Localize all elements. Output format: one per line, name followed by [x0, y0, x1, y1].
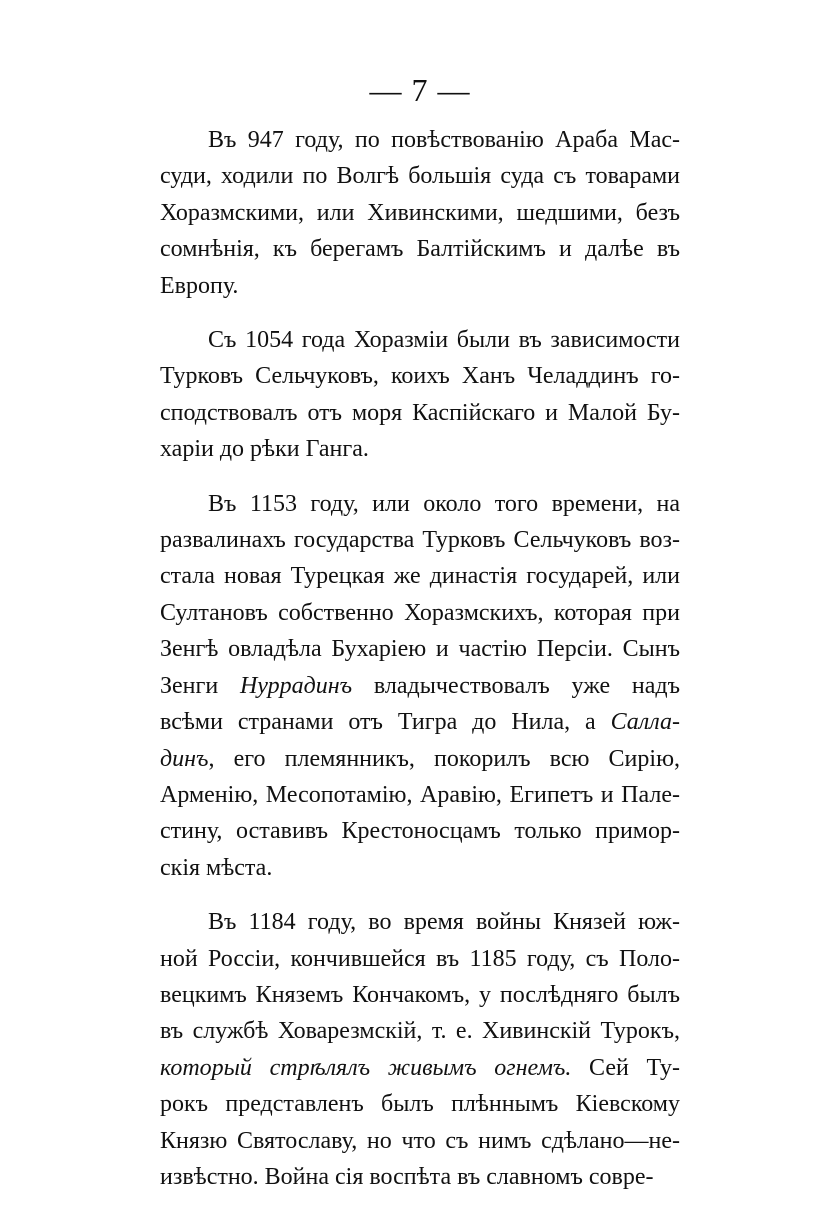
text-segment: стала новая Турецкая же династія государей, или	[160, 563, 680, 590]
text-line	[160, 268, 680, 304]
paragraph	[160, 486, 680, 886]
text-line	[160, 777, 680, 813]
text-line	[160, 358, 680, 394]
text-segment: Арменію, Месопотамію, Аравію, Египетъ и Пале-	[160, 781, 680, 808]
text-segment: сомнѣнія, къ берегамъ Балтійскимъ и далѣе въ	[160, 236, 680, 263]
italic-text: Салла-	[610, 709, 680, 736]
text-line	[160, 1159, 680, 1195]
page-number: — 7 —	[369, 72, 471, 108]
text-segment: сподствовалъ отъ моря Каспійскаго и Малой Бу-	[160, 399, 680, 426]
text-segment: всѣми странами отъ Тигра до Нила, а	[160, 709, 611, 736]
text-line	[160, 558, 680, 594]
text-line	[160, 395, 680, 431]
text-segment: ной Россіи, кончившейся въ 1185 году, съ Поло-	[160, 945, 680, 972]
text-line	[160, 668, 680, 704]
text-segment: , его племянникъ, покорилъ всю Сирію,	[208, 745, 680, 772]
text-segment: рокъ представленъ былъ плѣннымъ Кіевскому	[160, 1091, 680, 1118]
text-line	[160, 941, 680, 977]
text-line	[160, 595, 680, 631]
text-segment: Князю Святославу, но что съ нимъ сдѣлано—не-	[160, 1127, 680, 1154]
text-segment: Турковъ Сельчуковъ, коихъ Ханъ Челаддинъ го-	[160, 363, 680, 390]
text-segment: Сей Ту-	[571, 1054, 680, 1081]
text-segment: владычествовалъ уже надъ	[352, 672, 680, 699]
text-line	[160, 158, 680, 194]
text-line	[160, 1050, 680, 1086]
text-line	[160, 522, 680, 558]
text-line	[160, 486, 680, 522]
text-line	[160, 904, 680, 940]
text-line	[160, 1123, 680, 1159]
text-segment: суди, ходили по Волгѣ большія суда съ товарами	[160, 163, 680, 190]
paragraph	[160, 122, 680, 304]
text-line	[160, 741, 680, 777]
text-segment: вецкимъ Княземъ Кончакомъ, у послѣдняго былъ	[160, 981, 680, 1008]
paragraph	[160, 322, 680, 468]
text-line	[160, 122, 680, 158]
text-segment: стину, оставивъ Крестоносцамъ только примор-	[160, 818, 680, 845]
text-line	[160, 195, 680, 231]
text-segment: Европу.	[160, 272, 239, 299]
text-segment: скія мѣста.	[160, 854, 273, 881]
text-segment: Хоразмскими, или Хивинскими, шедшими, безъ	[160, 199, 680, 226]
text-segment: Султановъ собственно Хоразмскихъ, которая при	[160, 599, 680, 626]
text-segment: Въ 1153 году, или около того времени, на	[208, 490, 680, 517]
text-line	[160, 704, 680, 740]
text-segment: Зенги	[160, 672, 240, 699]
text-segment: развалинахъ государства Турковъ Сельчуковъ воз-	[160, 527, 680, 554]
text-line	[160, 431, 680, 467]
text-line	[160, 631, 680, 667]
text-line	[160, 1086, 680, 1122]
text-segment: извѣстно. Война сія воспѣта въ славномъ совре-	[160, 1163, 654, 1190]
text-segment: Съ 1054 года Хоразміи были въ зависимости	[208, 327, 680, 354]
body-text	[160, 122, 680, 1213]
text-line	[160, 850, 680, 886]
text-segment: харіи до рѣки Ганга.	[160, 436, 369, 463]
italic-text: Нуррадинъ	[239, 672, 353, 699]
italic-text: динъ	[160, 745, 209, 772]
text-segment: Въ 1184 году, во время войны Князей юж-	[208, 909, 680, 936]
text-line	[160, 813, 680, 849]
text-line	[160, 977, 680, 1013]
paragraph	[160, 904, 680, 1195]
text-segment: Зенгѣ овладѣла Бухаріею и частію Персіи. Сынъ	[160, 636, 680, 663]
text-segment: въ службѣ Ховарезмскій, т. е. Хивинскій Турокъ,	[160, 1018, 680, 1045]
text-segment: Въ 947 году, по повѣствованію Араба Мас-	[208, 127, 680, 153]
text-line	[160, 1013, 680, 1049]
text-line	[160, 231, 680, 267]
text-line	[160, 322, 680, 358]
italic-text: который стрѣлялъ живымъ огнемъ.	[160, 1054, 572, 1081]
